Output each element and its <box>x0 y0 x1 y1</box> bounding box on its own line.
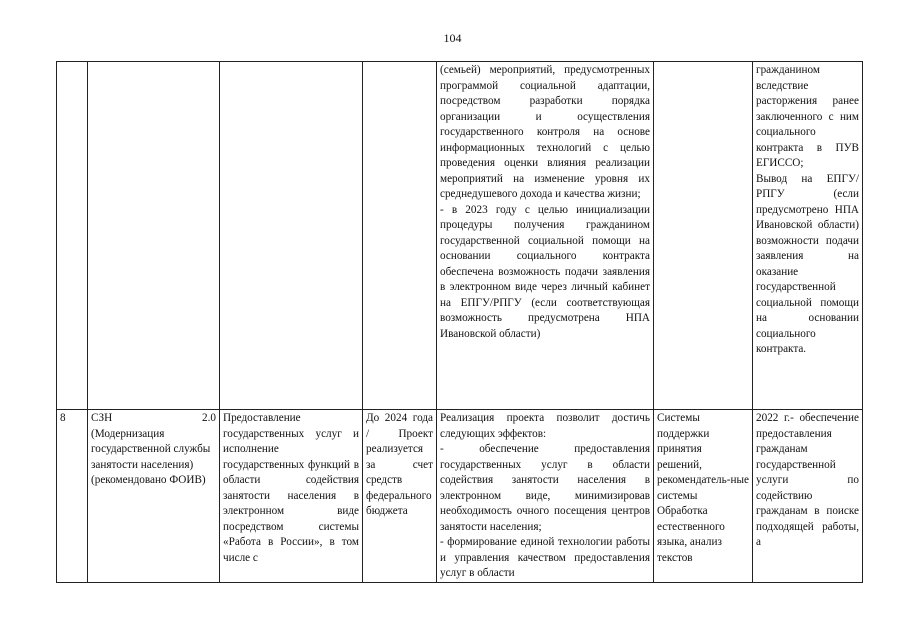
cell-functions <box>220 410 363 583</box>
measures-table <box>56 61 863 583</box>
system-version: 2.0 <box>202 412 216 424</box>
cell-system <box>88 410 220 583</box>
page-number: 104 <box>443 31 462 45</box>
system-title <box>91 411 216 427</box>
funding-text: До 2024 года / Проект реализуется за счет средств федерального бюджета <box>366 412 433 517</box>
cell-functions <box>220 62 363 410</box>
cell-effects <box>437 410 654 583</box>
measures-text: (семьей) мероприятий, предусмотренных программой социальной адаптации, посредством разработки порядка организации и осуществления государственного контроля на основе информационных технологий с целью проведения оценки влияния реализации мероприятий на изменение уровня их среднедушевого дохода и качества жизни; - в 2023 году с целью инициализации процедуры получения гражданином государственной социальной помощи на основании социального контракта обеспечена возможность подачи заявления в электронном виде через личный кабинет на ЕПГУ/РПГУ (если соответствующая возможность предусмотрена НПА Ивановской области) <box>440 64 650 340</box>
cell-number <box>57 410 88 583</box>
cell-funding <box>363 62 437 410</box>
row-number: 8 <box>60 412 66 424</box>
cell-number <box>57 62 88 410</box>
functions-text: Предоставление государственных услуг и исполнение государственных функций в области содействия занятости населения в электронном виде посредством системы «Работа в России», в том числе с <box>223 412 359 564</box>
technologies-text: Системы поддержки принятия решений, рекомендатель-ные системы Обработка естественного языка, анализ текстов <box>657 412 749 564</box>
results-text: гражданином вследствие расторжения ранее заключенного с ним социального контракта в ПУВ ЕГИССО; Вывод на ЕПГУ/РПГУ (если предусмотрено НПА Ивановской области) возможности подачи заявления на оказание государственной социальной помощи на основании социального контракта. <box>756 64 859 355</box>
system-description: (Модернизация государственной службы занятости населения) (рекомендовано ФОИВ) <box>91 427 211 486</box>
cell-system <box>88 62 220 410</box>
cell-measures <box>437 62 654 410</box>
table-row-8 <box>57 410 863 583</box>
cell-results <box>753 410 863 583</box>
cell-funding <box>363 410 437 583</box>
cell-technologies <box>654 410 753 583</box>
cell-results <box>753 62 863 410</box>
table-row-continued <box>57 62 863 410</box>
results-text: 2022 г.- обеспечение предоставления гражданам государственной услуги по содействию гражданам в поиске подходящей работы, а <box>756 412 859 548</box>
effects-text: Реализация проекта позволит достичь следующих эффектов: - обеспечение предоставления государственных услуг в области содействия занятости населения в электронном виде, минимизировав необходимость очного посещения центров занятости населения; - формирование единой технологии работы и управления качеством предоставления услуг в области <box>440 412 650 579</box>
cell-technologies <box>654 62 753 410</box>
system-code: СЗН <box>91 412 113 424</box>
